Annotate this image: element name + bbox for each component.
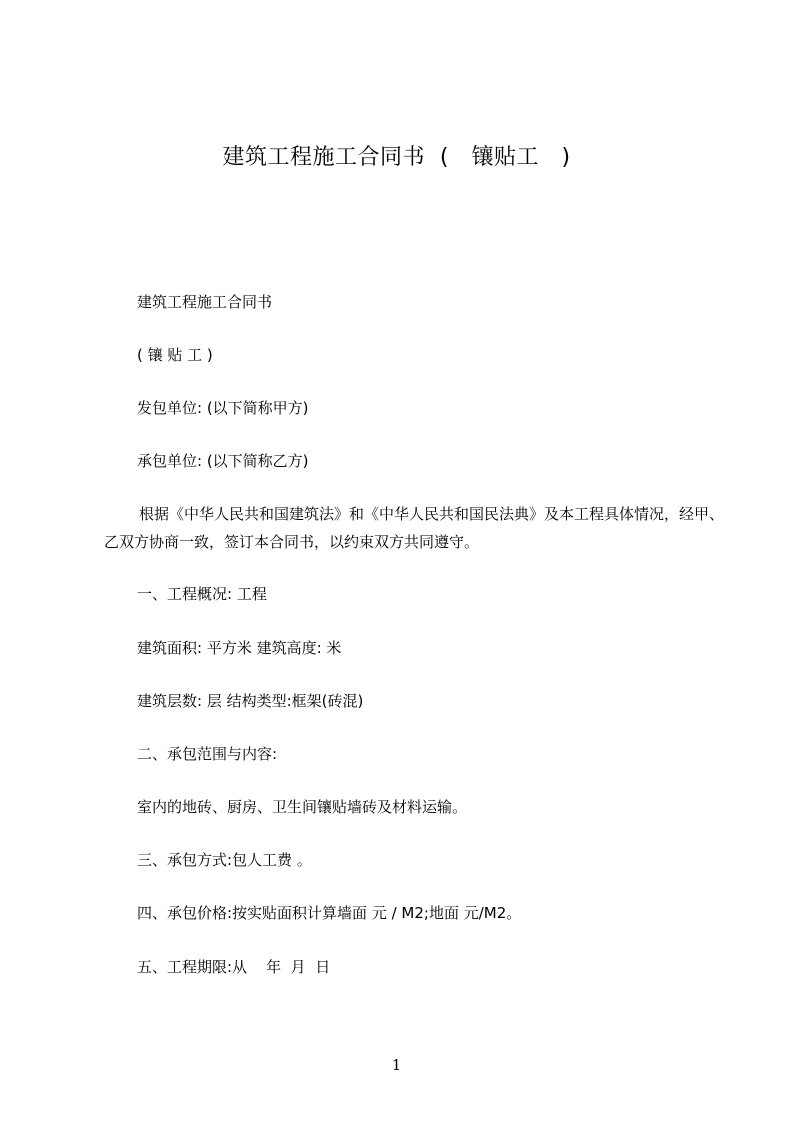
contractor-line: 承包单位: (以下简称乙方): [137, 452, 309, 470]
section-contract-price: 四、承包价格:按实贴面积计算墙面 元 / M2;地面 元/M2。: [137, 904, 522, 922]
section-contract-method: 三、承包方式:包人工费 。: [137, 851, 312, 869]
contract-subheading: ( 镶 贴 工 ): [137, 346, 213, 364]
building-floors-line: 建筑层数: 层 结构类型:框架(砖混): [137, 692, 364, 710]
contract-heading: 建筑工程施工合同书: [137, 293, 273, 311]
section-project-period: 五、工程期限:从 年 月 日: [137, 958, 331, 976]
section-scope: 二、承包范围与内容:: [137, 745, 278, 763]
basis-paragraph: 根据《中华人民共和国建筑法》和《中华人民共和国民法典》及本工程具体情况，经甲、乙双方协商一致，签订本合同书，以约束双方共同遵守。: [104, 505, 725, 551]
building-area-line: 建筑面积: 平方米 建筑高度: 米: [137, 639, 342, 657]
document-title: 建筑工程施工合同书 ( 镶贴工 ): [222, 145, 571, 170]
section-project-overview: 一、工程概况: 工程: [137, 585, 267, 603]
page-number: 1: [391, 1056, 402, 1074]
employer-line: 发包单位: (以下简称甲方): [137, 399, 309, 417]
scope-content-line: 室内的地砖、厨房、卫生间镶贴墙砖及材料运输。: [137, 798, 468, 816]
